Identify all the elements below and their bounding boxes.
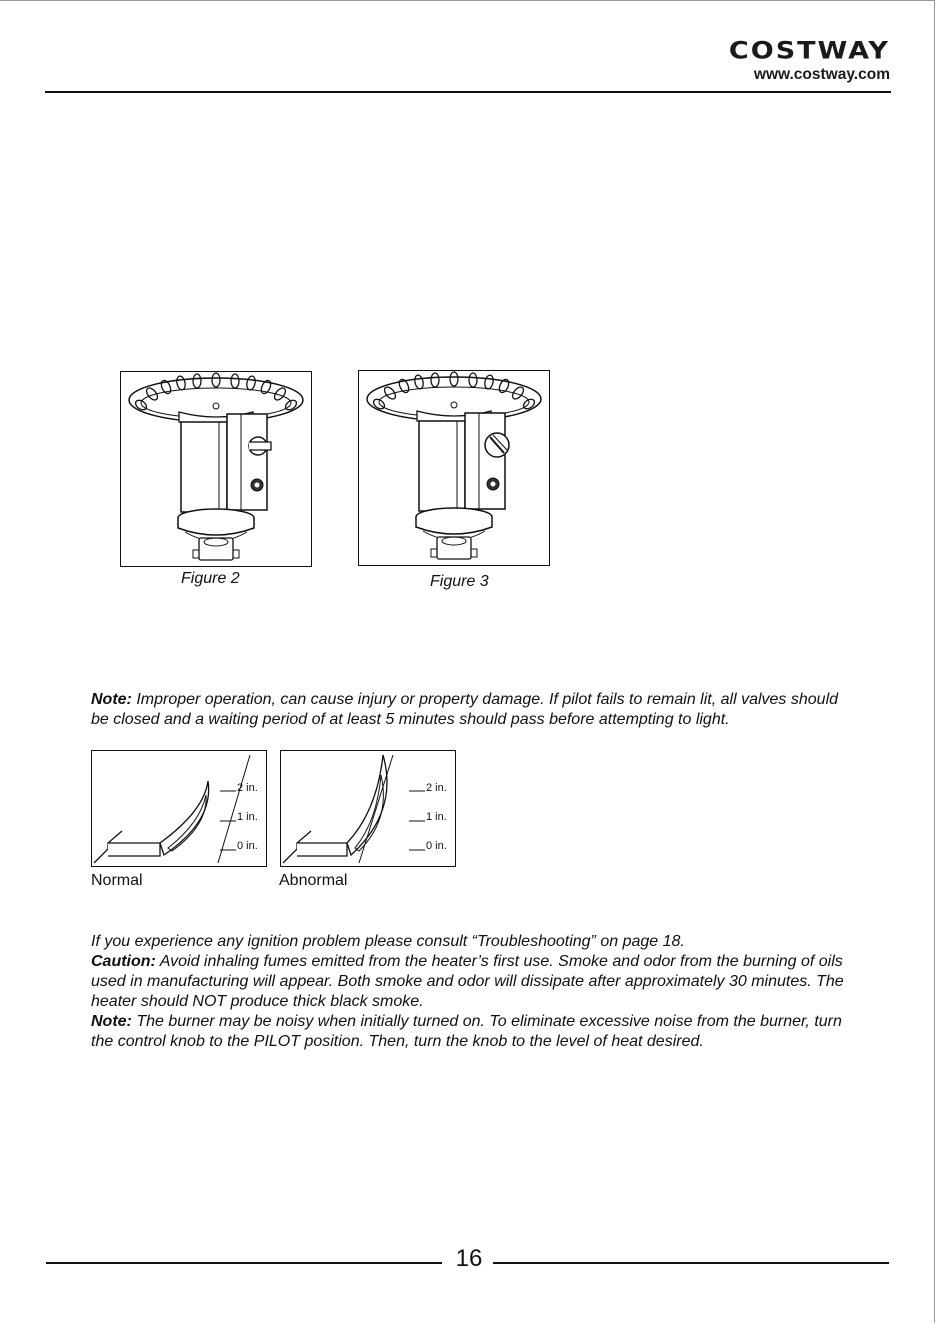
troubleshooting-line: If you experience any ignition problem please consult “Troubleshooting” on page 18. xyxy=(91,933,685,950)
note-text: The burner may be noisy when initially turned on. To eliminate excessive noise from the burner, turn the control knob to the PILOT position. Then, turn the knob to the level of heat desired. xyxy=(91,1013,842,1050)
note-paragraph xyxy=(91,690,851,730)
heater-valve-drawing xyxy=(121,372,311,566)
scale-label-1in: 1 in. xyxy=(426,811,447,823)
figure-2-caption: Figure 2 xyxy=(181,570,240,587)
normal-label: Normal xyxy=(91,872,143,889)
caution-text: Avoid inhaling fumes emitted from the heater’s first use. Smoke and odor from the burning of oils used in manufacturing will appear. Both smoke and odor will dissipate after approximately 30 minutes. The heater should NOT produce thick black smoke. xyxy=(91,953,844,1010)
figure-2-illustration xyxy=(120,371,312,567)
brand-name: COSTWAY xyxy=(728,37,890,65)
scale-label-2in: 2 in. xyxy=(237,782,258,794)
header-rule xyxy=(45,91,891,93)
caution-label: Caution: xyxy=(91,953,156,970)
page-number: 16 xyxy=(455,1245,483,1272)
figure-3-caption: Figure 3 xyxy=(430,573,489,590)
abnormal-label: Abnormal xyxy=(279,872,348,889)
footer-rule-left xyxy=(46,1262,442,1264)
scale-label-0in: 0 in. xyxy=(426,840,447,852)
brand-url: www.costway.com xyxy=(753,66,890,83)
instructions-block xyxy=(91,932,856,1052)
footer-rule-right xyxy=(493,1262,889,1264)
abnormal-flame-diagram xyxy=(280,750,456,867)
scale-label-2in: 2 in. xyxy=(426,782,447,794)
brand-logo xyxy=(729,36,890,84)
note-label: Note: xyxy=(91,691,132,708)
normal-flame-diagram xyxy=(91,750,267,867)
heater-valve-drawing xyxy=(359,371,549,565)
note-text: Improper operation, can cause injury or property damage. If pilot fails to remain lit, all valves should be closed and a waiting period of at least 5 minutes should pass before attempting to light. xyxy=(91,691,839,728)
note-label: Note: xyxy=(91,1013,132,1030)
scale-label-1in: 1 in. xyxy=(237,811,258,823)
scale-label-0in: 0 in. xyxy=(237,840,258,852)
figure-3-illustration xyxy=(358,370,550,566)
